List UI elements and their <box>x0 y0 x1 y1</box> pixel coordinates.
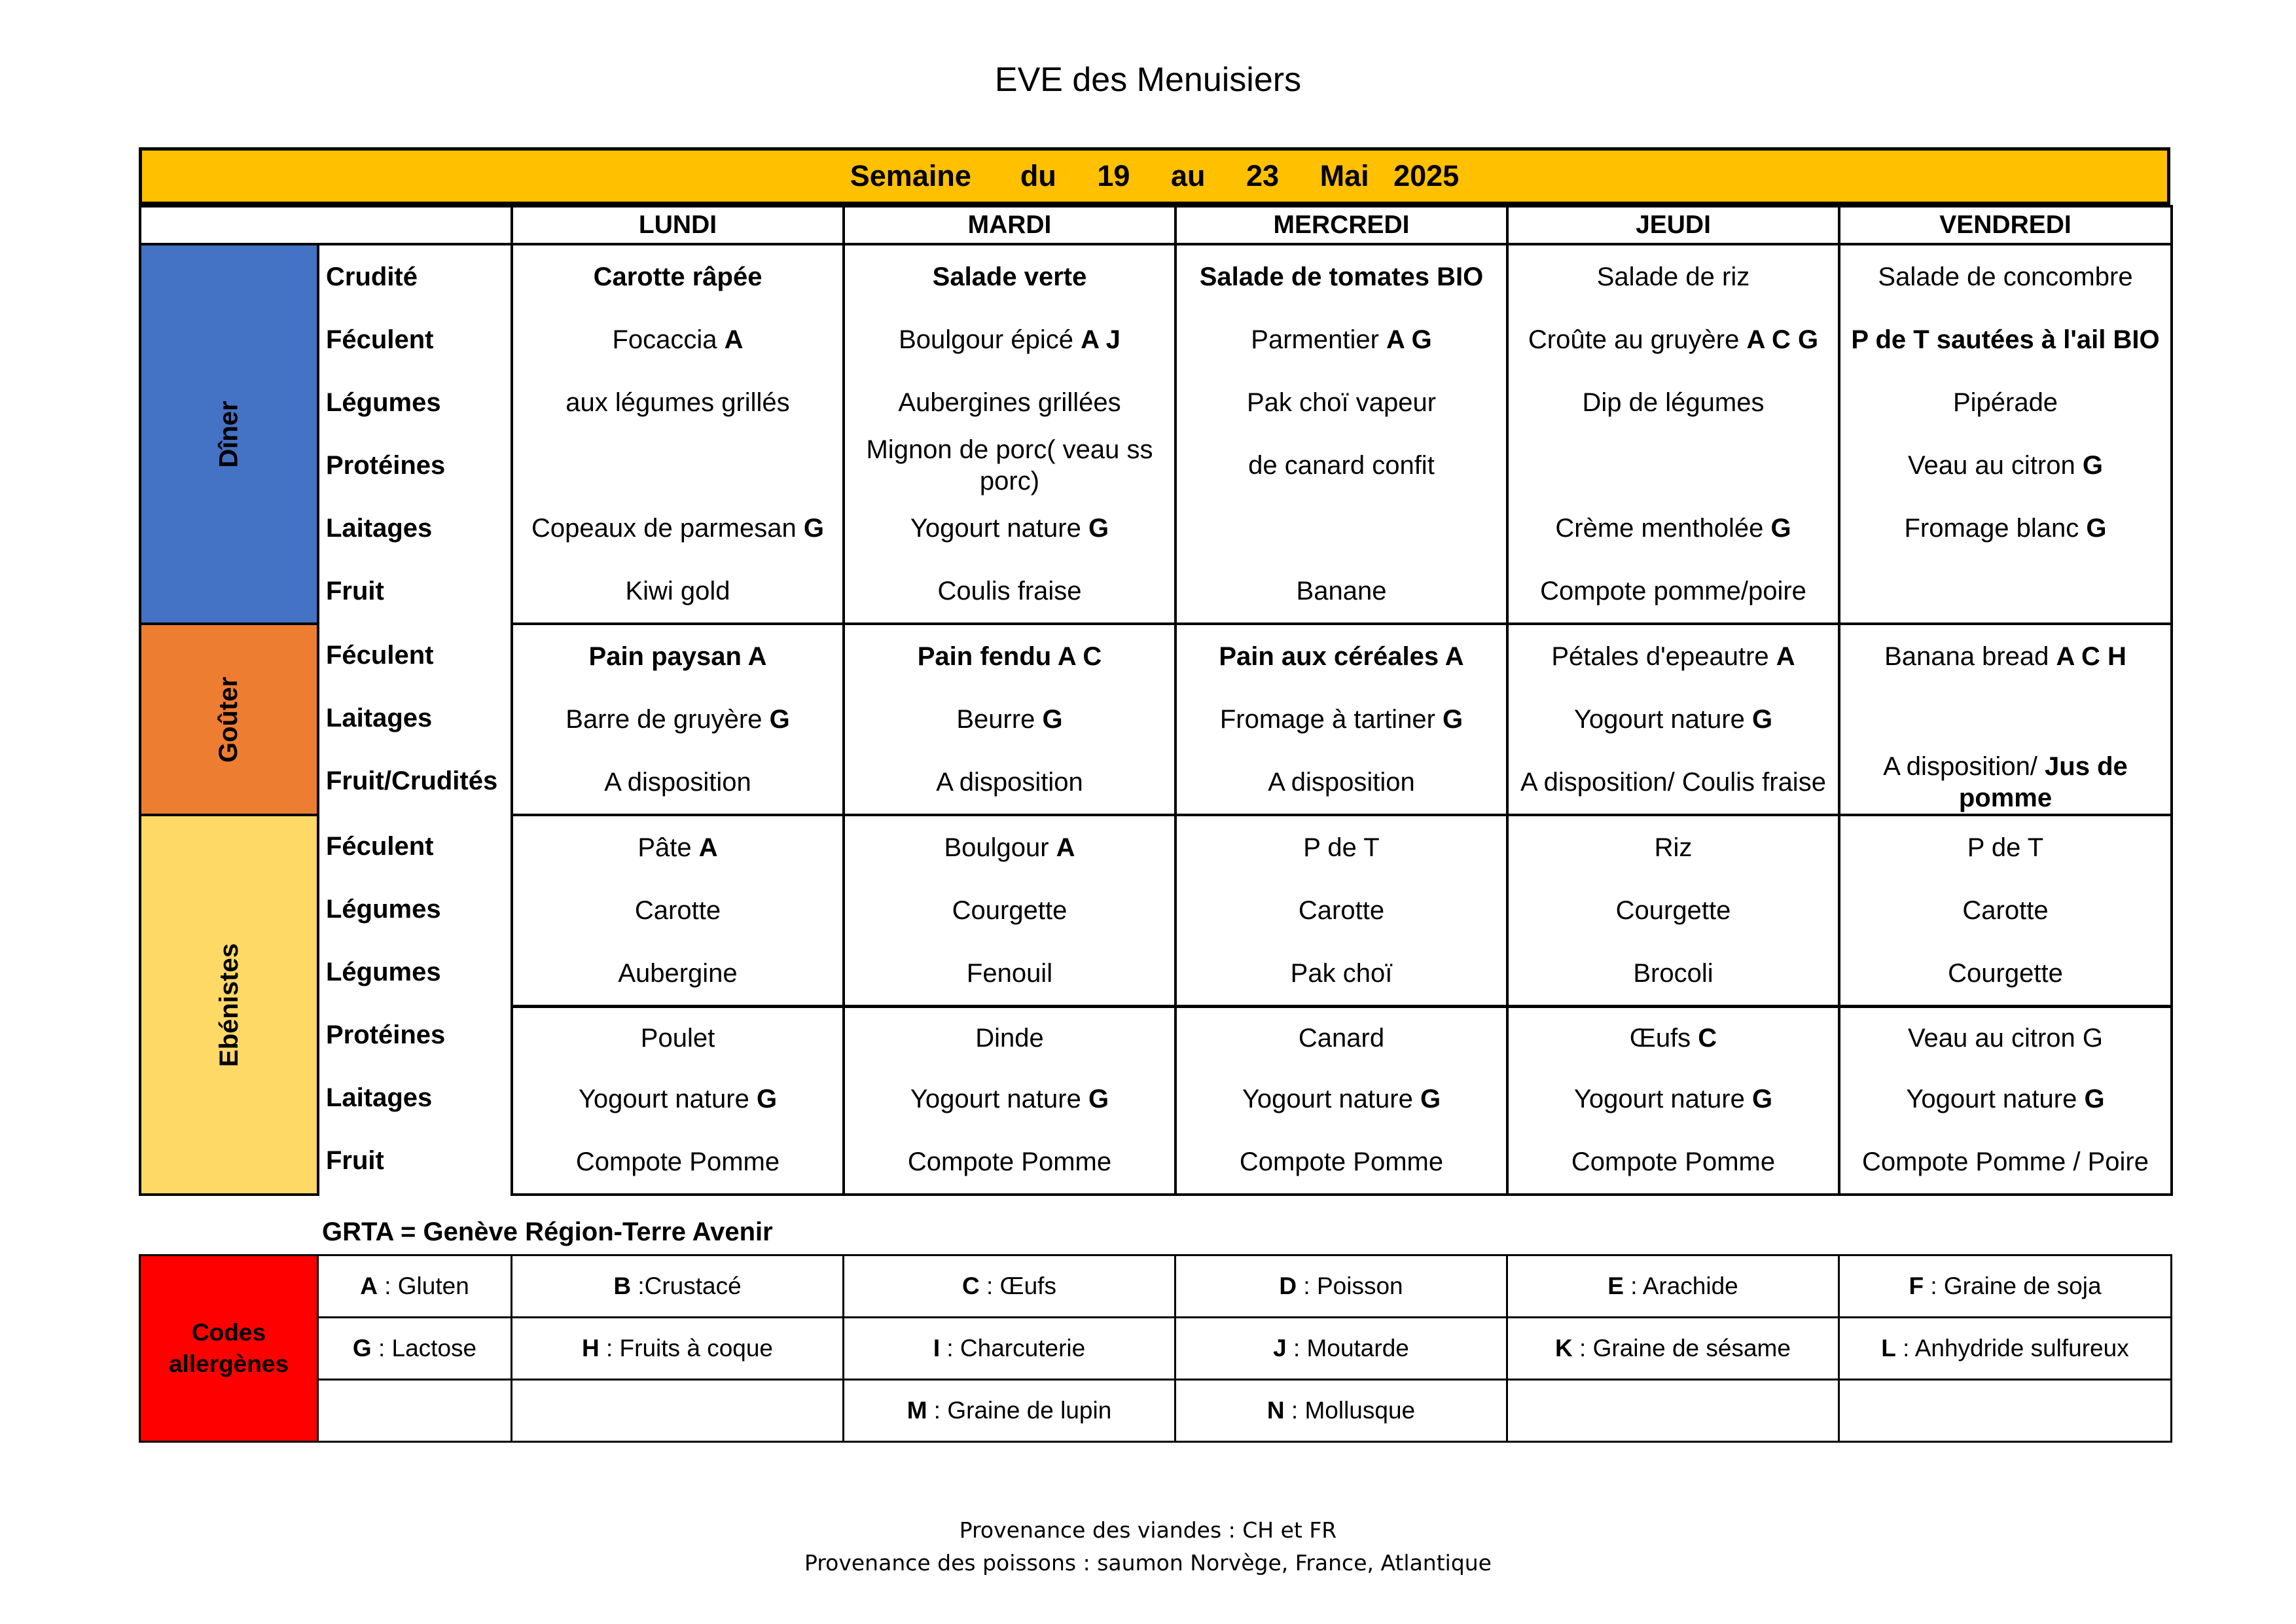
footer-fish-origin: Provenance des poissons : saumon Norvège, France, Atlantique <box>804 1550 1492 1576</box>
allergen-name: : Anhydride sulfureux <box>1895 1335 2129 1362</box>
day-menu-cell <box>1507 624 1839 815</box>
menu-item-bold-text: A <box>724 325 744 354</box>
menu-item-text: Compote Pomme <box>907 1147 1112 1176</box>
week-du: du <box>1020 159 1056 192</box>
day-menu-cell <box>1175 624 1507 815</box>
menu-item <box>1177 688 1506 751</box>
allergen-code: M <box>906 1397 927 1424</box>
section-row <box>140 244 2172 624</box>
allergen-code: I <box>933 1335 941 1362</box>
header-corner <box>140 206 512 244</box>
menu-item <box>1177 371 1506 434</box>
day-menu-cell <box>1175 244 1507 624</box>
allergen-name: : Poisson <box>1297 1272 1403 1299</box>
menu-item-bold-text: A <box>1056 833 1075 862</box>
menu-item-text: Dip de légumes <box>1582 388 1765 417</box>
menu-item-bold-text: G <box>1088 1085 1109 1113</box>
allergen-name: :Crustacé <box>631 1272 742 1299</box>
menu-item-bold-text: G <box>803 514 824 543</box>
menu-item <box>1509 497 1838 560</box>
menu-table <box>139 205 2173 1196</box>
menu-item-text: Carotte <box>1298 896 1385 925</box>
week-end: 23 <box>1246 159 1280 192</box>
menu-item-text: Barre de gruyère <box>565 705 770 734</box>
menu-item <box>1509 1068 1838 1130</box>
day-menu-cell <box>1839 815 2172 1195</box>
allergen-code: L <box>1881 1335 1896 1362</box>
menu-item <box>845 879 1174 942</box>
section-band <box>140 815 318 1195</box>
allergen-cell <box>512 1318 844 1380</box>
category-label: Laitages <box>326 513 433 543</box>
category-label: Légumes <box>326 894 441 924</box>
menu-item <box>1177 1068 1506 1130</box>
day-menu-cell <box>1839 244 2172 624</box>
menu-item-text: Pak choï vapeur <box>1246 388 1437 417</box>
menu-item <box>513 1005 842 1068</box>
menu-item-text: Yogourt nature <box>1906 1085 2085 1113</box>
menu-item-bold-text: Jus de pomme <box>1958 752 2128 812</box>
category-label: Légumes <box>326 388 441 417</box>
menu-item-text: Salade de concombre <box>1878 262 2133 291</box>
allergen-code: C <box>962 1272 980 1299</box>
category-column <box>318 244 512 624</box>
menu-item <box>513 497 842 560</box>
day-header: VENDREDI <box>1839 206 2172 244</box>
category-label: Fruit <box>326 1146 384 1175</box>
menu-item <box>1509 371 1838 434</box>
menu-item-text: Parmentier <box>1251 325 1387 354</box>
menu-item <box>845 1005 1174 1068</box>
menu-item <box>845 371 1174 434</box>
allergen-row <box>140 1380 2172 1442</box>
allergen-cell <box>1839 1318 2172 1380</box>
menu-item <box>513 434 842 497</box>
menu-item-text: aux légumes grillés <box>565 388 790 417</box>
menu-item <box>1840 308 2170 371</box>
menu-item <box>1177 560 1506 623</box>
menu-item-bold-text: G <box>2082 451 2103 480</box>
allergen-table <box>139 1254 2172 1443</box>
menu-item <box>845 1130 1174 1193</box>
menu-item-text: P de T <box>1303 833 1380 862</box>
menu-item <box>1177 308 1506 371</box>
menu-item-bold-text: Pain aux céréales A <box>1219 642 1464 671</box>
allergen-code: N <box>1266 1397 1285 1424</box>
menu-item <box>1840 688 2170 751</box>
day-header: MERCREDI <box>1175 206 1507 244</box>
menu-item-bold-text: C <box>1698 1023 1717 1053</box>
menu-item <box>1840 816 2170 879</box>
menu-item-text: Compote Pomme <box>1571 1147 1776 1176</box>
category-label: Laitages <box>326 703 433 732</box>
menu-item-text: Courgette <box>1948 959 2063 988</box>
menu-item-text: P de T <box>1967 833 2044 862</box>
allergen-name: : Fruits à coque <box>599 1335 774 1362</box>
section-label: Dîner <box>214 400 243 468</box>
menu-item <box>845 625 1174 688</box>
allergen-name: : Graine de sésame <box>1572 1335 1791 1362</box>
menu-item-text: Canard <box>1298 1023 1385 1053</box>
allergen-cell <box>844 1255 1175 1318</box>
menu-item-text: Crème mentholée <box>1555 514 1771 543</box>
day-menu-cell <box>512 244 844 624</box>
allergen-cell <box>1175 1318 1507 1380</box>
menu-item-text: Kiwi gold <box>625 577 730 605</box>
menu-item <box>1840 1068 2170 1130</box>
allergen-cell <box>1175 1380 1507 1442</box>
menu-item-bold-text: G <box>756 1085 778 1113</box>
menu-item-text: Mignon de porc( veau ss porc) <box>866 435 1153 496</box>
menu-item <box>1509 879 1838 942</box>
menu-item <box>1509 245 1838 308</box>
menu-item-text: Banane <box>1296 577 1387 605</box>
menu-item <box>513 816 842 879</box>
allergen-code: J <box>1273 1335 1287 1362</box>
menu-item <box>513 879 842 942</box>
menu-item-bold-text: G <box>1770 514 1791 543</box>
day-menu-cell <box>512 624 844 815</box>
menu-item <box>1509 1005 1838 1068</box>
day-header: LUNDI <box>512 206 844 244</box>
menu-item-text: Carotte <box>1962 896 2049 925</box>
menu-item-text: Coulis fraise <box>937 577 1082 605</box>
menu-item <box>513 751 842 814</box>
menu-item-text: de canard confit <box>1248 451 1435 480</box>
menu-item-text: Dinde <box>975 1023 1044 1053</box>
menu-item <box>513 688 842 751</box>
menu-item <box>845 751 1174 814</box>
menu-item-text: Yogourt nature <box>1242 1085 1420 1113</box>
menu-item-text: Yogourt nature <box>578 1085 757 1113</box>
allergen-row <box>140 1318 2172 1380</box>
menu-item <box>845 942 1174 1005</box>
allergen-cell <box>512 1380 844 1442</box>
menu-item-text: Focaccia <box>612 325 725 354</box>
allergen-cell <box>1175 1255 1507 1318</box>
menu-item <box>845 497 1174 560</box>
menu-item <box>1177 1130 1506 1193</box>
menu-item-bold-text: Carotte râpée <box>593 262 762 291</box>
category-label: Féculent <box>326 325 434 354</box>
menu-item <box>513 1068 842 1130</box>
menu-item-bold-text: A J <box>1081 325 1121 354</box>
day-menu-cell <box>1839 624 2172 815</box>
allergen-code: E <box>1607 1272 1624 1299</box>
menu-item-text: Yogourt nature <box>910 514 1088 543</box>
menu-item-text: Brocoli <box>1633 959 1713 988</box>
menu-item-text: Boulgour épicé <box>899 325 1081 354</box>
allergen-codes-label: Codes allergènes <box>140 1255 318 1442</box>
category-label: Légumes <box>326 957 441 986</box>
menu-item <box>845 688 1174 751</box>
menu-item-bold-text: G <box>1042 705 1063 734</box>
menu-item-bold-text: A C H <box>2056 642 2126 671</box>
menu-item-bold-text: A G <box>1386 325 1432 354</box>
menu-item <box>1509 625 1838 688</box>
menu-item-text: Yogourt nature <box>1573 1085 1752 1113</box>
allergen-cell <box>318 1255 512 1318</box>
day-menu-cell <box>844 624 1175 815</box>
allergen-name: : Charcuterie <box>940 1335 1086 1362</box>
category-label: Féculent <box>326 640 434 670</box>
allergen-cell <box>1507 1255 1839 1318</box>
menu-item <box>1840 1130 2170 1193</box>
menu-item-bold-text: G <box>2086 514 2107 543</box>
menu-item-text: Veau au citron <box>1908 451 2083 480</box>
day-menu-cell <box>844 244 1175 624</box>
allergen-cell <box>318 1380 512 1442</box>
menu-item-text: A disposition <box>936 768 1083 797</box>
week-semaine: Semaine <box>850 159 971 192</box>
menu-item-bold-text: A <box>698 833 718 862</box>
week-month: Mai <box>1319 159 1369 192</box>
allergen-name: : Mollusque <box>1284 1397 1416 1424</box>
section-label: Goûter <box>214 676 243 763</box>
menu-item-text: Pétales d'epeautre <box>1551 642 1776 671</box>
menu-item-text: Courgette <box>952 896 1067 925</box>
allergen-cell <box>512 1255 844 1318</box>
day-menu-cell <box>1507 244 1839 624</box>
section-row <box>140 624 2172 815</box>
menu-item-text: A disposition/ <box>1883 752 2045 781</box>
menu-item <box>1177 625 1506 688</box>
day-menu-cell <box>1175 815 1507 1195</box>
menu-item-text: Compote Pomme <box>575 1147 780 1176</box>
menu-item <box>1509 1130 1838 1193</box>
menu-item <box>513 625 842 688</box>
menu-item-bold-text: A <box>1776 642 1795 671</box>
category-label: Fruit/Crudités <box>326 766 498 795</box>
section-row <box>140 815 2172 1195</box>
allergen-cell <box>1507 1380 1839 1442</box>
category-label: Protéines <box>326 1020 446 1049</box>
menu-item-bold-text: A C G <box>1746 325 1819 354</box>
menu-item-bold-text: G <box>1751 705 1773 734</box>
menu-item-text: Croûte au gruyère <box>1528 325 1747 354</box>
menu-item <box>513 942 842 1005</box>
allergen-code: D <box>1279 1272 1297 1299</box>
menu-item <box>1840 942 2170 1005</box>
allergen-cell <box>1839 1380 2172 1442</box>
allergen-cell <box>844 1318 1175 1380</box>
allergen-row <box>140 1255 2172 1318</box>
menu-item <box>513 245 842 308</box>
menu-item <box>1509 308 1838 371</box>
menu-item <box>1177 1005 1506 1068</box>
menu-item <box>1840 434 2170 497</box>
allergen-cell <box>1507 1318 1839 1380</box>
day-menu-cell <box>1507 815 1839 1195</box>
menu-item-text: Compote Pomme <box>1239 1147 1444 1176</box>
menu-item <box>1177 816 1506 879</box>
days-header-row <box>140 206 2172 244</box>
section-label: Ebénistes <box>214 943 243 1067</box>
allergen-cell <box>318 1318 512 1380</box>
allergen-name: : Graine de lupin <box>927 1397 1112 1424</box>
menu-item <box>1840 1005 2170 1068</box>
allergen-code: K <box>1555 1335 1573 1362</box>
menu-item-text: Yogourt nature <box>910 1085 1088 1113</box>
menu-item-text: Fenouil <box>966 959 1053 988</box>
menu-item <box>1840 879 2170 942</box>
menu-item <box>1509 688 1838 751</box>
menu-item <box>1840 371 2170 434</box>
footer-meat-origin: Provenance des viandes : CH et FR <box>959 1517 1337 1543</box>
menu-item-text: Carotte <box>634 896 721 925</box>
menu-item-text: Aubergines grillées <box>898 388 1121 417</box>
menu-item <box>1509 816 1838 879</box>
menu-item-text: A disposition <box>1268 768 1415 797</box>
menu-item-text: Boulgour <box>944 833 1056 862</box>
allergen-cell <box>1839 1255 2172 1318</box>
menu-item <box>1177 245 1506 308</box>
menu-item <box>1177 879 1506 942</box>
menu-item <box>845 816 1174 879</box>
menu-item <box>1509 751 1838 814</box>
menu-item <box>1840 625 2170 688</box>
menu-item-bold-text: Salade de tomates BIO <box>1199 262 1484 291</box>
menu-item-text: Pâte <box>637 833 699 862</box>
menu-item <box>845 308 1174 371</box>
menu-item <box>1509 434 1838 497</box>
menu-item <box>1509 560 1838 623</box>
category-label: Crudité <box>326 262 418 291</box>
menu-item <box>513 1130 842 1193</box>
category-label: Laitages <box>326 1083 433 1112</box>
menu-item-text: Banana bread <box>1884 642 2056 671</box>
menu-item-bold-text: P de T sautées à l'ail BIO <box>1851 325 2160 354</box>
allergen-cell <box>844 1380 1175 1442</box>
menu-item-text: Poulet <box>640 1023 715 1053</box>
allergen-code: G <box>352 1335 372 1362</box>
menu-item <box>1177 497 1506 560</box>
menu-item-text: Salade de riz <box>1596 262 1750 291</box>
day-header: JEUDI <box>1507 206 1839 244</box>
menu-item-text: Compote Pomme / Poire <box>1862 1147 2149 1176</box>
category-label: Féculent <box>326 831 434 861</box>
menu-item <box>513 371 842 434</box>
menu-item <box>845 245 1174 308</box>
menu-item <box>845 560 1174 623</box>
menu-item <box>1840 560 2170 623</box>
menu-item-bold-text: Pain fendu A C <box>917 642 1102 671</box>
menu-item-text: Riz <box>1654 833 1693 862</box>
menu-item-bold-text: G <box>1420 1085 1441 1113</box>
week-banner <box>139 147 2170 205</box>
menu-item-text: A disposition/ Coulis fraise <box>1520 768 1826 797</box>
menu-item-text: Compote pomme/poire <box>1540 577 1806 605</box>
menu-item-text: Yogourt nature <box>1573 705 1752 734</box>
menu-item <box>513 560 842 623</box>
allergen-name: : Gluten <box>377 1272 469 1299</box>
week-start: 19 <box>1097 159 1130 192</box>
category-column <box>318 624 512 815</box>
section-band <box>140 244 318 624</box>
menu-item-text: Copeaux de parmesan <box>531 514 804 543</box>
menu-item-text: Fromage blanc <box>1904 514 2087 543</box>
menu-item-text: Courgette <box>1615 896 1731 925</box>
menu-item <box>1177 751 1506 814</box>
menu-item-text: Pipérade <box>1952 388 2058 417</box>
grta-note: GRTA = Genève Région-Terre Avenir <box>322 1218 773 1246</box>
category-label: Fruit <box>326 576 384 605</box>
menu-item-bold-text: G <box>1751 1085 1773 1113</box>
menu-item <box>1840 497 2170 560</box>
allergen-name: : Moutarde <box>1286 1335 1409 1362</box>
menu-item <box>1840 245 2170 308</box>
menu-item-text: Pak choï <box>1290 959 1393 988</box>
menu-item-text: Aubergine <box>618 959 738 988</box>
allergen-code: B <box>613 1272 632 1299</box>
menu-item-bold-text: G <box>769 705 790 734</box>
menu-item-text: Beurre <box>956 705 1043 734</box>
menu-item-text: Veau au citron G <box>1908 1023 2103 1053</box>
menu-item <box>845 1068 1174 1130</box>
menu-item-text: Fromage à tartiner <box>1219 705 1443 734</box>
category-column <box>318 815 512 1195</box>
menu-item-bold-text: Salade verte <box>932 262 1087 291</box>
menu-item <box>1840 751 2170 814</box>
menu-item-bold-text: G <box>1088 514 1109 543</box>
week-au: au <box>1170 159 1206 192</box>
page-title: EVE des Menuisiers <box>994 61 1302 99</box>
allergen-code: H <box>581 1335 600 1362</box>
menu-item-bold-text: Pain paysan A <box>588 642 767 671</box>
allergen-name: : Arachide <box>1623 1272 1738 1299</box>
menu-item <box>845 434 1174 497</box>
menu-item <box>1177 942 1506 1005</box>
day-menu-cell <box>844 815 1175 1195</box>
allergen-code: F <box>1909 1272 1924 1299</box>
menu-item <box>1177 434 1506 497</box>
allergen-name: : Lactose <box>371 1335 477 1362</box>
day-menu-cell <box>512 815 844 1195</box>
menu-item-text: A disposition <box>604 768 751 797</box>
category-label: Protéines <box>326 450 446 480</box>
allergen-code: A <box>360 1272 378 1299</box>
week-year: 2025 <box>1393 159 1460 192</box>
allergen-name: : Œufs <box>979 1272 1056 1299</box>
day-header: MARDI <box>844 206 1175 244</box>
menu-item <box>513 308 842 371</box>
menu-item-text: Œufs <box>1629 1023 1698 1053</box>
menu-item-bold-text: G <box>1443 705 1463 734</box>
allergen-name: : Graine de soja <box>1924 1272 2102 1299</box>
section-band <box>140 624 318 815</box>
menu-item-bold-text: G <box>2084 1085 2105 1113</box>
menu-item <box>1509 942 1838 1005</box>
